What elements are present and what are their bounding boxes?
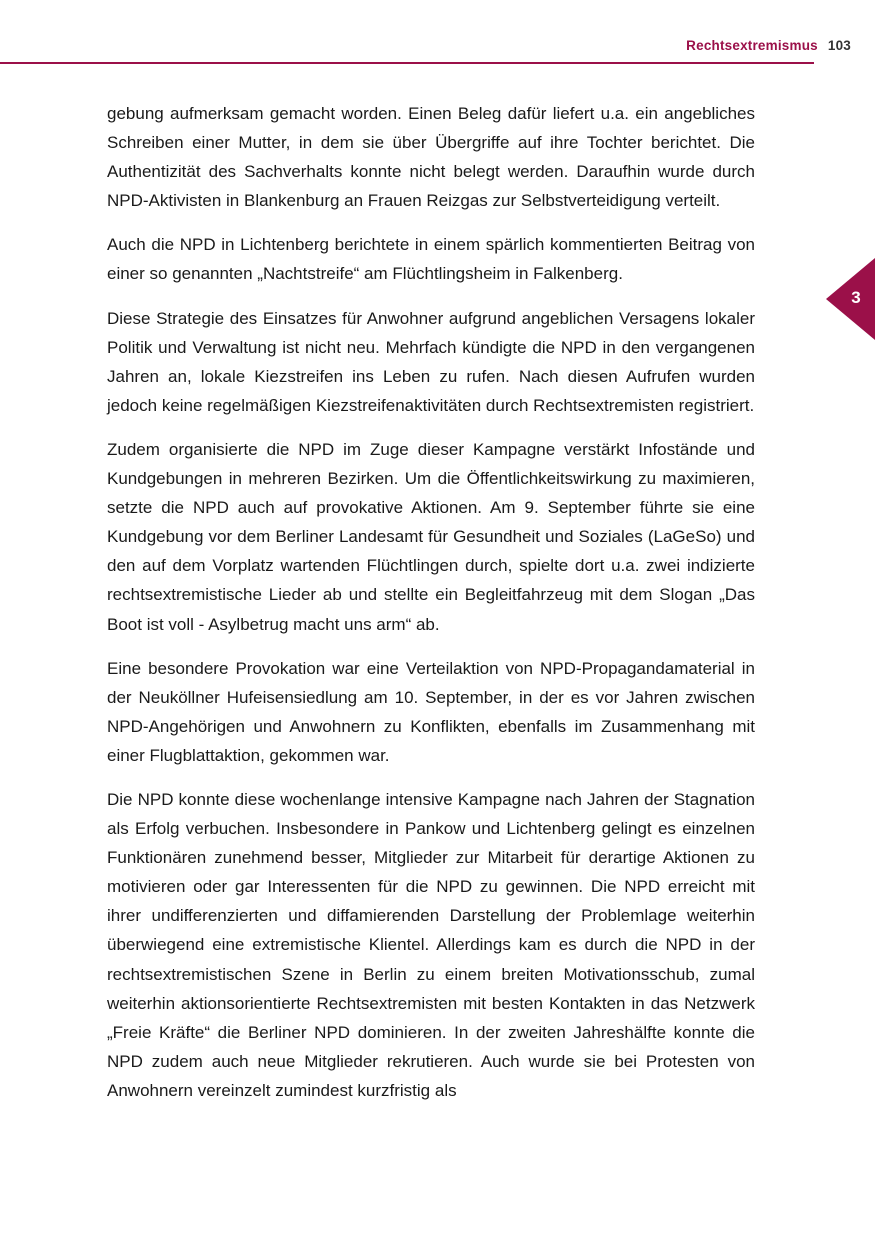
chapter-number: 3 [851,288,861,307]
page-number: 103 [827,38,851,53]
section-title: Rechtsextremismus [686,38,818,53]
running-header [686,38,851,53]
paragraph: Auch die NPD in Lichtenberg berichtete in einem spärlich kommentierten Beitrag von einer so genannten „Nachtstreife“ am Flüchtlingsheim in Falkenberg. [107,235,755,284]
paragraph: Eine besondere Provokation war eine Verteilaktion von NPD-Propagandamaterial in der Neuköllner Hufeisensiedlung am 10. September, in der es vor Jahren zwischen NPD-Angehörigen und Anwohnern zu Konflikten, ebenfalls im Zusammenhang mit einer Flugblattaktion, gekommen war. [107,658,755,765]
paragraph: Diese Strategie des Einsatzes für Anwohner aufgrund angeblichen Versagens lokaler Politik und Verwaltung ist nicht neu. Mehrfach kündigte die NPD in den vergangenen Jahren an, lokale Kiezstreifen ins Leben zu rufen. Nach diesen Aufrufen wurden jedoch keine regelmäßigen Kiezstreifenaktivitäten durch Rechtsextremisten registriert. [107,308,755,415]
paragraph: Zudem organisierte die NPD im Zuge dieser Kampagne verstärkt Infostände und Kundgebungen in mehreren Bezirken. Um die Öffentlichkeitswirkung zu maximieren, setzte die NPD auch auf provokative Aktionen. Am 9. September führte sie eine Kundgebung vor dem Berliner Landesamt für Gesundheit und Soziales (LaGeSo) und den auf dem Vorplatz wartenden Flüchtlingen durch, spielte dort u.a. zwei indizierte rechtsextremistische Lieder ab und stellte ein Begleitfahrzeug mit dem Slogan „Das Boot ist voll - Asylbetrug macht uns arm“ ab. [107,439,755,634]
header-rule [0,62,814,64]
body-text [107,99,755,1120]
paragraph: gebung aufmerksam gemacht worden. Einen Beleg dafür liefert u.a. ein angebliches Schreiben einer Mutter, in dem sie über Übergriffe auf ihre Tochter berichtet. Die Authentizität des Sachverhalts konnte nicht belegt werden. Daraufhin wurde durch NPD-Aktivisten in Blankenburg an Frauen Reizgas zur Selbstverteidigung verteilt. [107,104,755,211]
paragraph: Die NPD konnte diese wochenlange intensive Kampagne nach Jahren der Stagnation als Erfolg verbuchen. Insbesondere in Pankow und Lichtenberg gelingt es einzelnen Funktionären zunehmend besser, Mitglieder zur Mitarbeit für derartige Aktionen zu motivieren oder gar Interessenten für die NPD zu gewinnen. Die NPD erreicht mit ihrer undifferenzierten und diffamierenden Darstellung der Problemlage weiterhin überwiegend eine extremistische Klientel. Allerdings kam es durch die NPD in der rechtsextremistischen Szene in Berlin zu einem breiten Motivationsschub, zumal weiterhin aktionsorientierte Rechtsextremisten mit besten Kontakten in das Netzwerk „Freie Kräfte“ die Berliner NPD dominieren. In der zweiten Jahreshälfte konnte die NPD zudem auch neue Mitglieder rekrutieren. Auch wurde sie bei Protesten von Anwohnern vereinzelt zumindest kurzfristig als [107,789,755,1100]
